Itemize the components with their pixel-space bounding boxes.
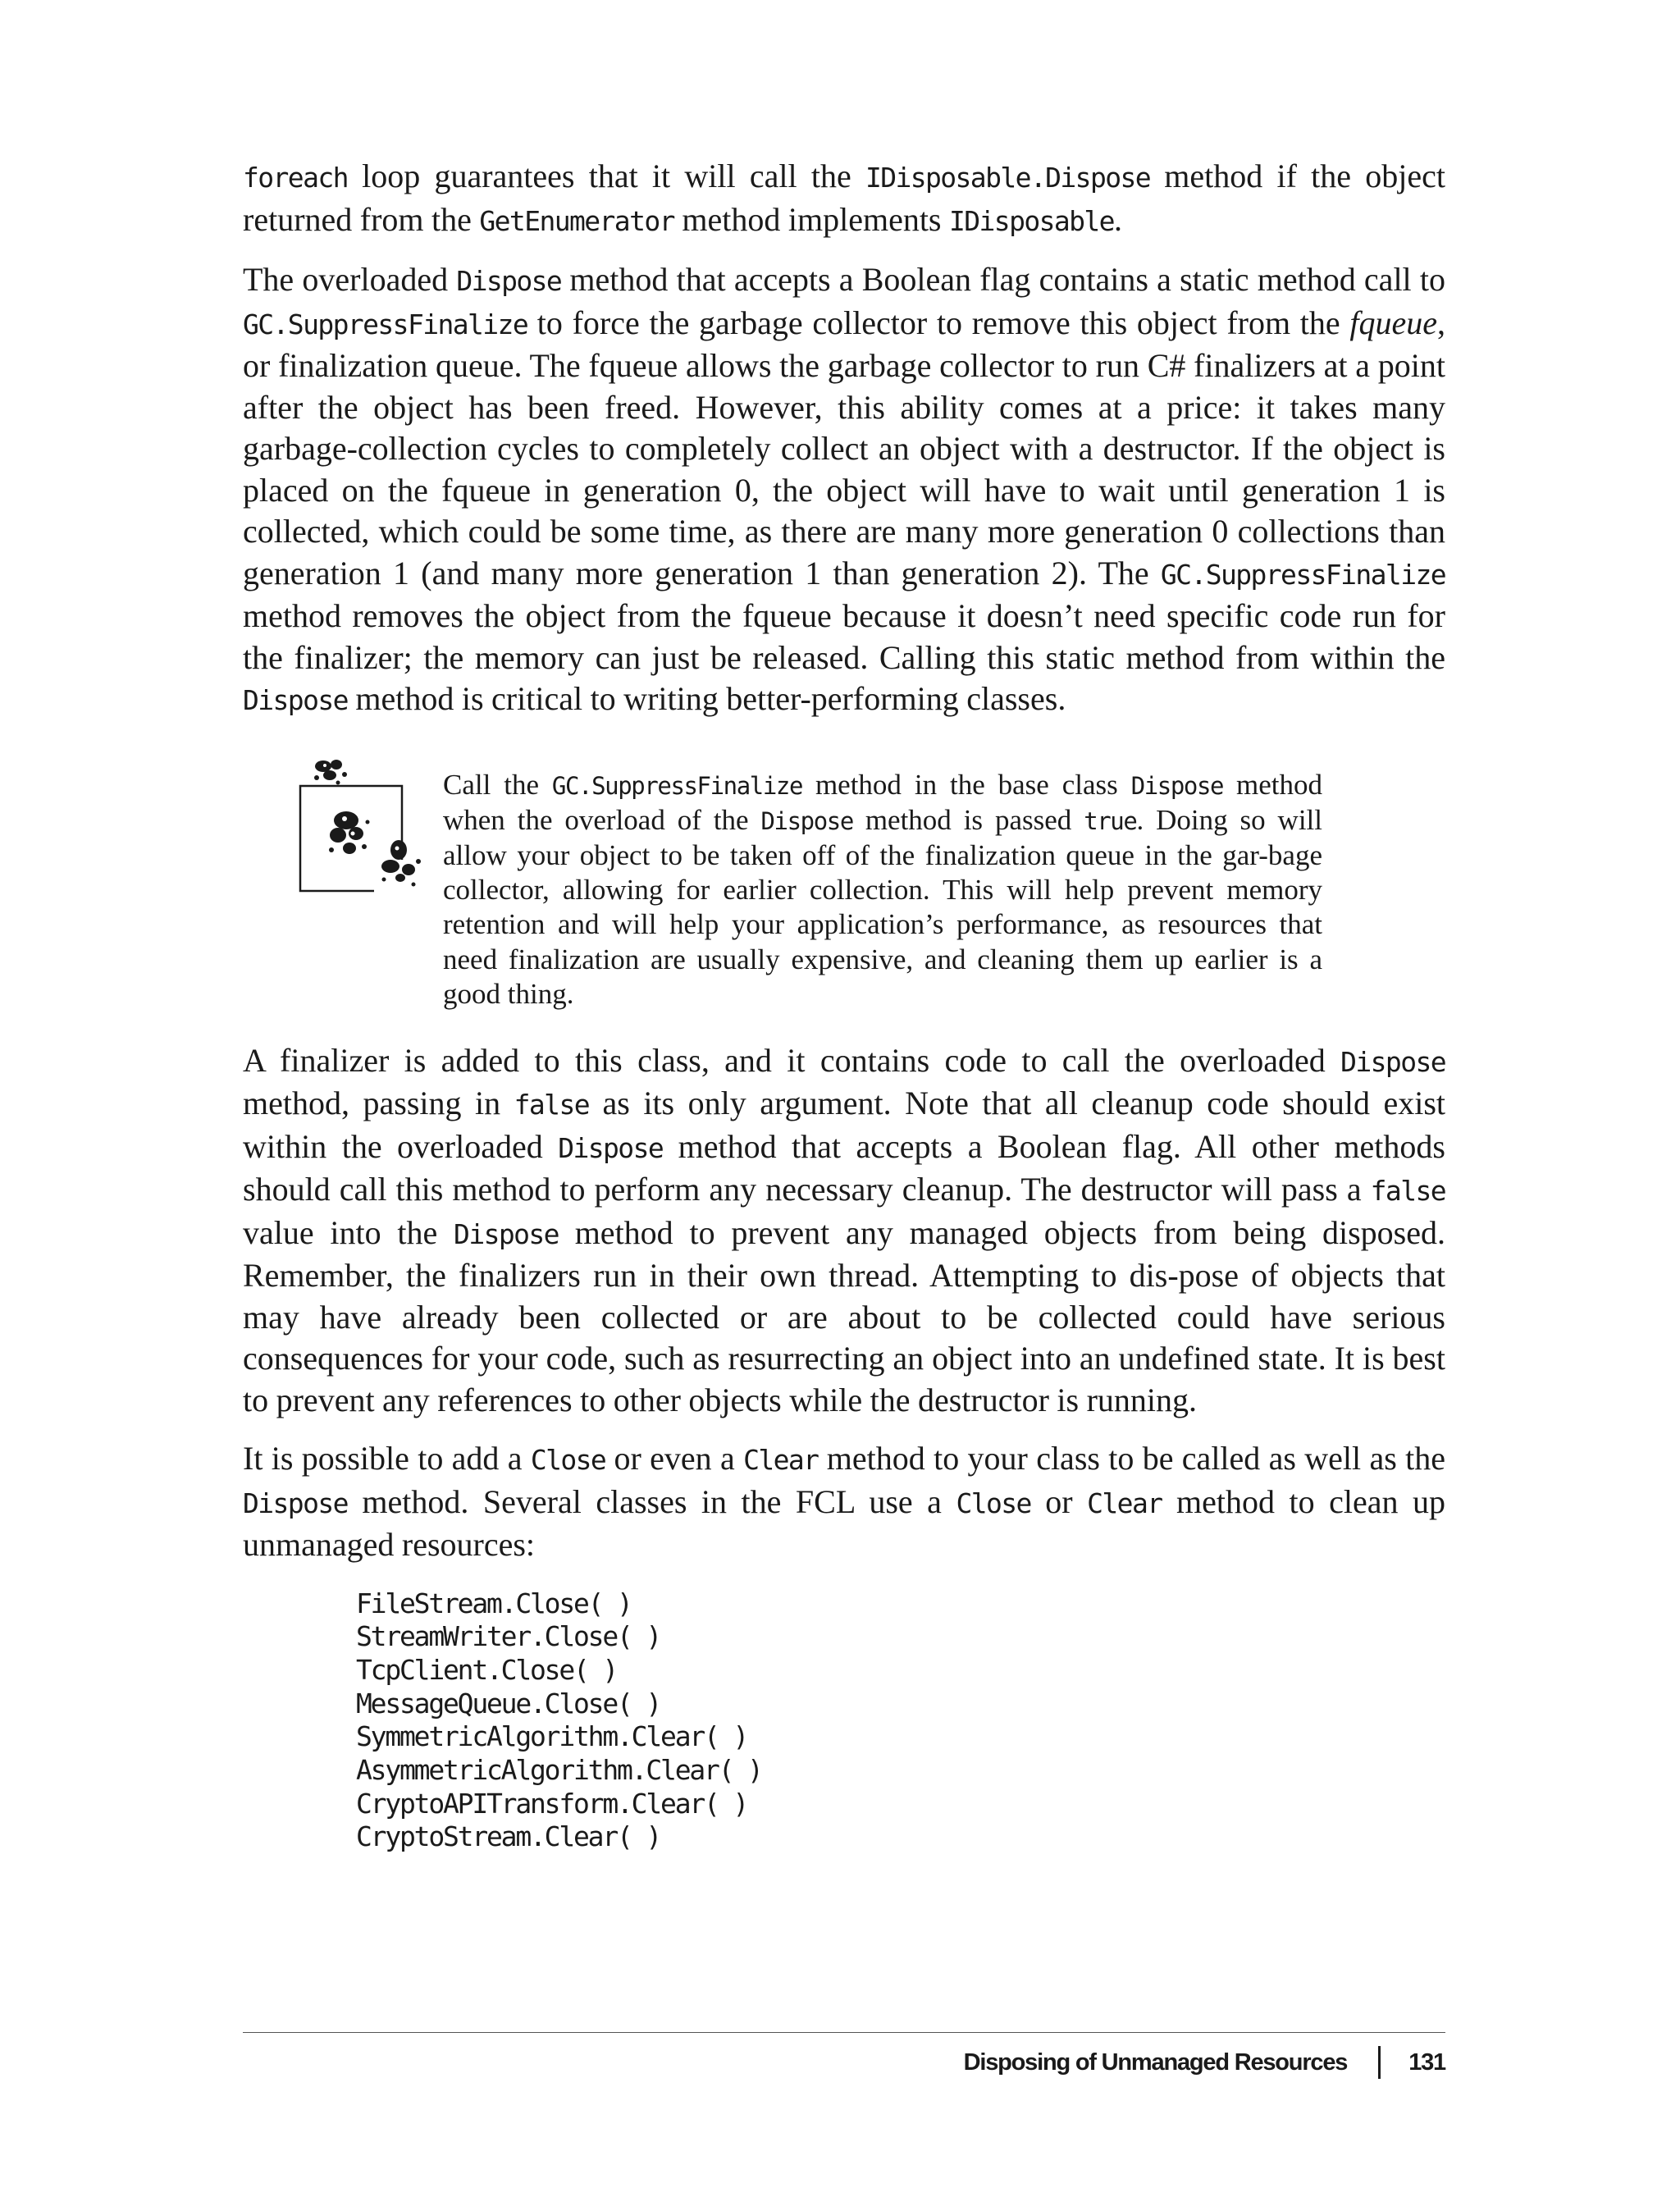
code-listing [356, 1587, 1445, 1855]
tip-text: Call the GC.SuppressFinalize method in the base class Dispose method when the overload of the Dispose method is passed true. Doing so will allow your object to be taken off of the finalization queue in the gar-bage collector, allowing for earlier collection. This will help prevent memory retention and will help your application’s performance, as resources that need finalization are usually expensive, and cleaning them up earlier is a good thing. [443, 768, 1322, 1010]
tip-icon [299, 753, 434, 893]
page-footer [964, 2046, 1445, 2079]
paragraph-overloaded-dispose: The overloaded Dispose method that accepts a Boolean flag contains a static method call to GC.SuppressFinalize to force the garbage collector to remove this object from the fqueue, or finalization queue. The fqueue allows the garbage collector to run C# finalizers at a point after the object has been freed. However, this ability comes at a price: it takes many garbage-collection cycles to completely collect an object with a destructor. If the object is placed on the fqueue in generation 0, the object will have to wait until generation 1 is collected, which could be some time, as there are many more generation 0 collections than generation 1 (and many more generation 1 than generation 2). The GC.SuppressFinalize method removes the object from the fqueue because it doesn’t need specific code run for the finalizer; the memory can just be released. Calling this static method from within the Dispose method is critical to writing better-performing classes. [243, 261, 1445, 717]
footer-section-title: Disposing of Unmanaged Resources [963, 2048, 1348, 2076]
page-content [243, 156, 1445, 1854]
code-line: TcpClient.Close( ) [356, 1653, 618, 1686]
paragraph-foreach: foreach loop guarantees that it will call the IDisposable.Dispose method if the object returned from the GetEnumerator method implements IDisposable. [243, 158, 1445, 238]
code-line: MessageQueue.Close( ) [356, 1687, 661, 1720]
paragraph-finalizer: A finalizer is added to this class, and it contains code to call the overloaded Dispose method, passing in false as its only argument. Note that all cleanup code should exist within the overloaded Dispose method that accepts a Boolean flag. All other methods should call this method to perform any necessary cleanup. The destructor will pass a false value into the Dispose method to prevent any managed objects from being disposed. Remember, the finalizers run in their own thread. Attempting to dis-pose of objects that may have already been collected or are about to be collected could have serious consequences for your code, such as resurrecting an object into an undefined state. It is best to prevent any references to other objects while the destructor is running. [243, 1041, 1446, 1418]
footer-rule [243, 2032, 1445, 2033]
code-line: FileStream.Close( ) [356, 1587, 632, 1619]
code-line: SymmetricAlgorithm.Clear( ) [356, 1720, 748, 1753]
footer-separator [1378, 2046, 1381, 2079]
page-number: 131 [1408, 2048, 1445, 2076]
code-line: StreamWriter.Close( ) [356, 1620, 661, 1653]
code-line: CryptoAPITransform.Clear( ) [356, 1787, 748, 1820]
tip-note [243, 753, 1445, 1012]
code-line: CryptoStream.Clear( ) [356, 1820, 661, 1853]
code-line: AsymmetricAlgorithm.Clear( ) [356, 1754, 762, 1787]
paragraph-close-clear: It is possible to add a Close or even a Clear method to your class to be called as well as the Dispose method. Several classes in the FCL use a Close or Clear method to clean up unmanaged resources: [243, 1440, 1446, 1563]
